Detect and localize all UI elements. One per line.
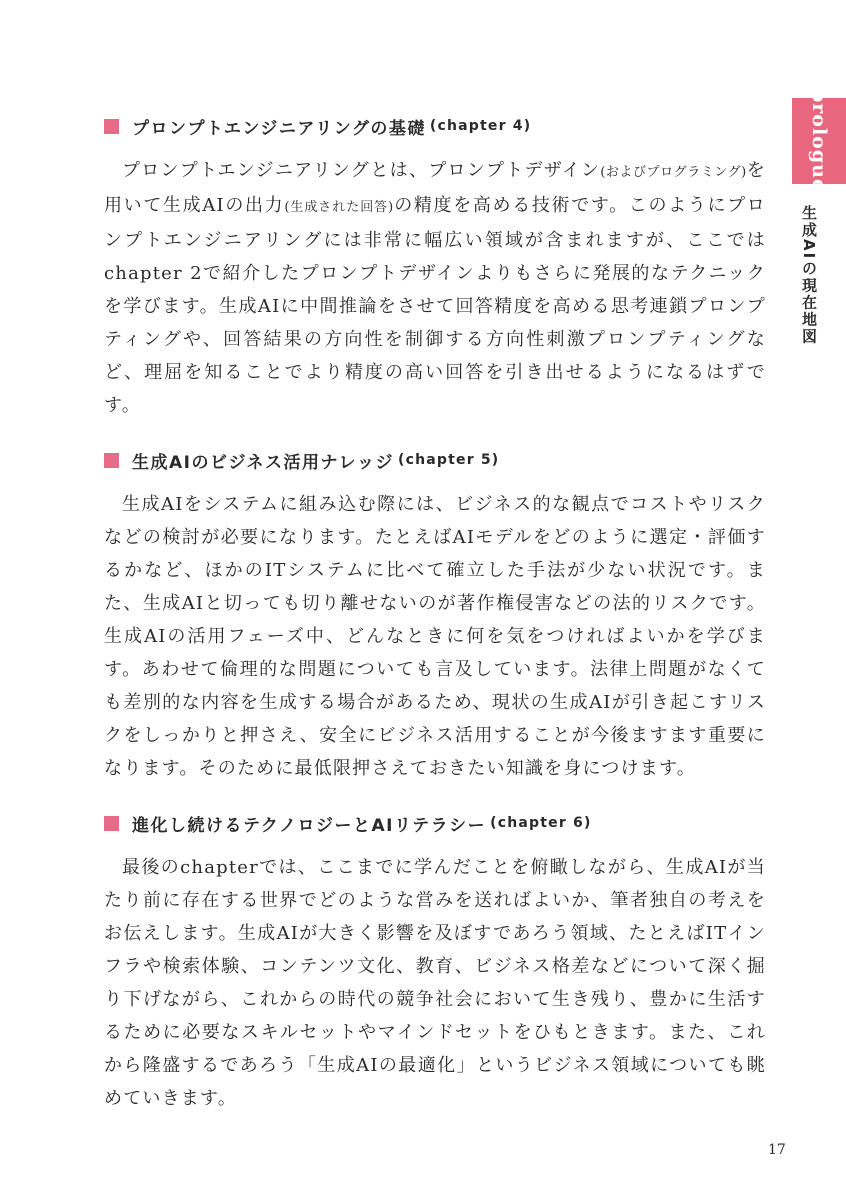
section-ai-literacy [104, 805, 766, 1115]
chapter-label: (chapter 5) [397, 452, 500, 468]
side-caption: 生成AIの現在地図 [800, 205, 818, 346]
section-prompt-engineering [104, 108, 766, 422]
body-text: プロンプトエンジニアリングとは、プロンプトデザイン [122, 160, 601, 181]
chapter-side-tab [792, 89, 846, 193]
body-note: (生成された回答) [284, 200, 394, 215]
chapter-label: (chapter 4) [429, 118, 532, 134]
section-heading [104, 108, 766, 144]
side-tab-label: prologue [808, 89, 830, 193]
section-title: プロンプトエンジニアリングの基礎 [132, 118, 426, 139]
section-title: 進化し続けるテクノロジーとAIリテラシー [132, 815, 487, 836]
section-business-knowledge [104, 442, 766, 785]
section-heading [104, 442, 766, 478]
body-text: の精度を高める技術です。このようにプロンプトエンジニアリングには非常に幅広い領域が含まれますが、ここではchapter 2で紹介したプロンプトデザインよりもさらに発展的なテクニックを学びます。生成AIに中間推論をさせて回答精度を高める思考連鎖プロンプティングや、回答結果の方向性を制御する方向性刺激プロンプティングなど、理屈を知ることでより精度の高い回答を引き出せるようになるはずです。 [104, 195, 766, 416]
main-content [104, 108, 766, 1135]
section-body: 生成AIをシステムに組み込む際には、ビジネス的な観点でコストやリスクなどの検討が必要になります。たとえばAIモデルをどのように選定・評価するかなど、ほかのITシステムに比べて確立した手法が少ない状況です。また、生成AIと切っても切り離せないのが著作権侵害などの法的リスクです。生成AIの活用フェーズ中、どんなときに何を気をつければよいかを学びます。あわせて倫理的な問題についても言及しています。法律上問題がなくても差別的な内容を生成する場合があるため、現状の生成AIが引き起こすリスクをしっかりと押さえ、安全にビジネス活用することが今後ますます重要になります。そのために最低限押さえておきたい知識を身につけます。 [104, 494, 766, 779]
section-body: 最後のchapterでは、ここまでに学んだことを俯瞰しながら、生成AIが当たり前に存在する世界でどのような営みを送ればよいか、筆者独自の考えをお伝えします。生成AIが大きく影響を及ぼすであろう領域、たとえばITインフラや検索体験、コンテンツ文化、教育、ビジネス格差などについて深く掘り下げながら、これからの時代の競争社会において生き残り、豊かに生活するために必要なスキルセットやマインドセットをひもときます。また、これから隆盛するであろう「生成AIの最適化」というビジネス領域についても眺めていきます。 [104, 857, 766, 1109]
section-title: 生成AIのビジネス活用ナレッジ [132, 452, 394, 473]
square-bullet-icon [104, 119, 119, 134]
body-text: を用いて生成AIの出力 [104, 160, 766, 216]
page-number: 17 [768, 1142, 786, 1158]
section-heading [104, 805, 766, 841]
square-bullet-icon [104, 816, 119, 831]
chapter-label: (chapter 6) [490, 815, 592, 831]
section-body [104, 154, 766, 422]
body-note: (およびプログラミング) [600, 165, 747, 180]
square-bullet-icon [104, 453, 119, 468]
